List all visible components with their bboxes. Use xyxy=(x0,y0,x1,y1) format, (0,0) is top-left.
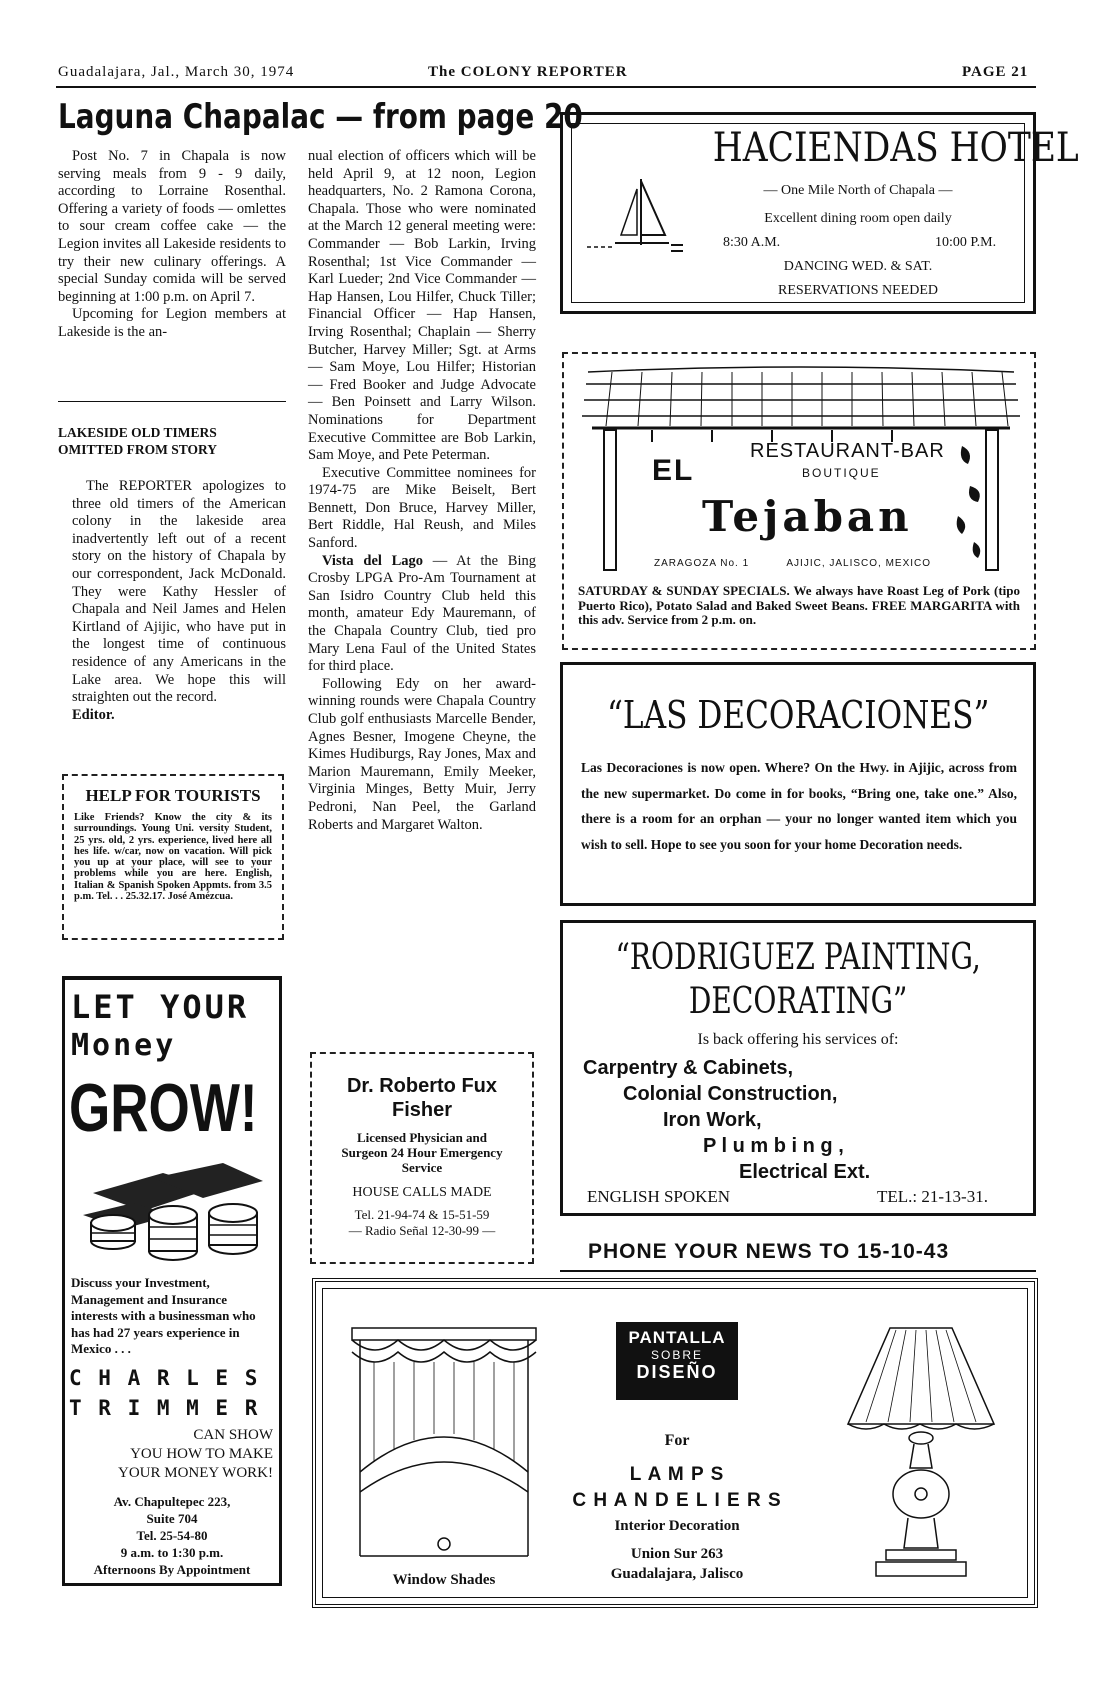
haciendas-reservations: RESERVATIONS NEEDED xyxy=(777,283,938,298)
painting-back: Is back offering his services of: xyxy=(697,1031,899,1048)
paragraph: Following Edy on her award-winning rounds were Chapala Country Club golf enthusiasts Marcelle Bender, Agnes Besner, Imogene Cheyne, the Kimes Hudiburgs, Ray Jones, Max and Marion Mauremann, Emily Meeker, Virginia Minges, Betty Muir, Jerry Pedroni, Nan Peel, the Garland Roberts and Margaret Walton. xyxy=(308,675,536,833)
newspaper-name: The COLONY REPORTER xyxy=(428,64,628,80)
doctor-name-2: Fisher xyxy=(391,1099,453,1121)
tejaban-restaurant-bar: RESTAURANT-BAR xyxy=(750,440,945,462)
doctor-tel: Tel. 21-94-74 & 15-51-59 xyxy=(354,1207,490,1222)
tourists-text: Like Friends? Know the city & its surroundings. Young Uni. versity Student, 25 yrs. old, 2 yrs. experience, lived here all hes life. w/car, now on vacation. Will pick you up at your place, will see to your problems while you are here. English, Italian & Spanish Spoken Appmts. from 3.5 p.m. Tel. . . 25.32.17. José Amézcua. xyxy=(74,812,272,903)
money-name-1: C H A R L E S xyxy=(69,1365,260,1390)
paragraph: nual election of officers which will be held April 9, at 12 noon, Legion headquarters, No. 2 Ramona Corona, Chapala. Those who were nominated at the March 12 general meeting were: Commander — Bob Larkin, Irving Rosenthal; 1st Vice Commander — Karl Lueder; 2nd Vice Commander — Hap Hansen, Lou Hilfer, Chuck Tiller; Financial Officer — Hap Hansen, Irving Rosenthal; Chaplain — Sherry Butcher, Harvey Miller; Sgt. at Arms — Sam Moye, Lou Hilfer; Historian — Fred Booker and Judge Advocate — Ben Poinsett and Larry Wilson. Nominations for Department Executive Committee are Bob Larkin, Sam Moye, and Pete Peterman. xyxy=(308,148,536,464)
paragraph: Upcoming for Legion members at Lakeside is the an- xyxy=(58,306,286,340)
pantalla-brand-3: DISEÑO xyxy=(636,1362,718,1382)
sailboat-icon xyxy=(585,175,685,265)
divider xyxy=(560,1270,1036,1272)
doctor-radio: — Radio Señal 12-30-99 — xyxy=(348,1223,496,1238)
doctor-desc: Licensed Physician and Surgeon 24 Hour Emergency Service xyxy=(341,1130,503,1175)
editor-signoff: Editor. xyxy=(72,706,115,723)
money-tel: Tel. 25-54-80 xyxy=(136,1527,208,1543)
vista-text: — At the Bing Crosby LPGA Pro-Am Tournament at San Isidro Country Club held this month, amateur Edy Mauremann, of the Chapala Country Club, tied pro Mary Lena Faul of the United States for third place. xyxy=(308,552,536,675)
money-show-line: YOUR MONEY WORK! xyxy=(118,1464,273,1481)
story-headline-line: LAKESIDE OLD TIMERS xyxy=(58,425,217,440)
header-rule xyxy=(56,86,1036,88)
vista-lead: Vista del Lago xyxy=(322,552,424,569)
service-colonial: Colonial Construction, xyxy=(623,1083,838,1105)
doctor-name-1: Dr. Roberto Fux xyxy=(346,1075,497,1097)
window-shade-illustration xyxy=(344,1322,544,1560)
headline: Laguna Chapalac — from page 20 xyxy=(58,97,583,137)
money-line-2: Money xyxy=(71,1028,177,1063)
tejaban-el: EL xyxy=(652,454,695,487)
painting-english: ENGLISH SPOKEN xyxy=(587,1187,731,1206)
lamps-chandeliers: C H A N D E L I E R S xyxy=(572,1490,782,1511)
pantalla-brand-2: SOBRE xyxy=(650,1348,703,1362)
haciendas-location: — One Mile North of Chapala — xyxy=(763,183,953,198)
decoraciones-text: Las Decoraciones is now open. Where? On the Hwy. in Ajijic, across from the new supermarket. Do come in for books, “Bring one, take one.” Also, there is a room for an orphan — your no longer wanted item which you wish to sell. Hope to see you soon for your home Decoration needs. xyxy=(581,760,1017,852)
story-headline xyxy=(58,424,286,458)
haciendas-dining: Excellent dining room open daily xyxy=(764,211,952,226)
haciendas-close-time: 10:00 P.M. xyxy=(935,235,997,250)
dateline: Guadalajara, Jal., March 30, 1974 xyxy=(58,64,295,80)
lamps-address-2: Guadalajara, Jalisco xyxy=(610,1566,744,1582)
money-show-line: CAN SHOW xyxy=(193,1426,273,1443)
tourists-title: HELP FOR TOURISTS xyxy=(85,786,261,805)
column-2 xyxy=(308,148,536,834)
service-carpentry: Carpentry & Cabinets, xyxy=(583,1057,794,1079)
decoraciones-title: “LAS DECORACIONES” xyxy=(606,693,990,737)
money-ad xyxy=(62,976,282,1586)
page-number: PAGE 21 xyxy=(962,64,1029,80)
money-line-3: GROW! xyxy=(69,1070,258,1146)
painting-title-1: “RODRIGUEZ PAINTING, xyxy=(615,937,981,978)
divider xyxy=(58,401,286,402)
tejaban-name: Tejaban xyxy=(702,492,913,541)
lamps-ad xyxy=(312,1278,1038,1608)
decoraciones-ad xyxy=(560,662,1036,906)
story-headline-line: OMITTED FROM STORY xyxy=(58,442,218,457)
service-iron: Iron Work, xyxy=(663,1109,762,1131)
money-name-2: T R I M M E R xyxy=(69,1395,260,1420)
money-address: Av. Chapultepec 223, xyxy=(113,1493,231,1509)
service-electrical: Electrical Ext. xyxy=(739,1161,871,1183)
haciendas-open-time: 8:30 A.M. xyxy=(723,235,781,250)
tourists-ad xyxy=(62,774,284,940)
money-desc: Discuss your Investment, Management and Insurance interests with a businessman who has had 27 years experience in Mexico . . . xyxy=(71,1275,256,1356)
tejaban-specials: SATURDAY & SUNDAY SPECIALS. We always have Roast Leg of Pork (tipo Puerto Rico), Potato Salad and Baked Sweet Beans. FREE MARGARITA with this adv. Service from 2 p.m. on. xyxy=(578,583,1020,627)
paragraph: Post No. 7 in Chapala is now serving meals from 9 - 9 daily, according to Lorraine Rosenthal. Offering a variety of foods — omlettes to sour cream coffee cake — the Legion invites all Lakeside residents to try their new culinary offerings. A special Sunday comida will be served beginning at 1:00 p.m. on April 7. xyxy=(58,148,286,305)
money-line-1: LET YOUR xyxy=(71,988,250,1026)
haciendas-ad xyxy=(560,112,1079,314)
doctor-ad xyxy=(310,1052,534,1264)
tejaban-ad xyxy=(562,352,1036,650)
window-shades-label: Window Shades xyxy=(392,1572,496,1588)
headline-wrap xyxy=(58,97,583,137)
tiled-roof-illustration xyxy=(582,366,1020,574)
column-1-lead xyxy=(58,148,286,342)
column-1-story xyxy=(72,478,286,724)
tejaban-address: ZARAGOZA No. 1 AJIJIC, JALISCO, MEXICO xyxy=(654,558,932,569)
money-stacks-illustration xyxy=(73,1153,273,1271)
phone-news: PHONE YOUR NEWS TO 15-10-43 xyxy=(588,1240,950,1263)
money-hours: 9 a.m. to 1:30 p.m. xyxy=(120,1544,224,1560)
paragraph: Executive Committee nominees for 1974-75 are Mike Beiselt, Bert Bennett, Don Bruce, Harvey Miller, Bert Riddle, Hal Reush, and Miles Sanford. xyxy=(308,464,536,552)
pantalla-logo xyxy=(616,1322,738,1400)
painting-ad xyxy=(560,920,1036,1216)
money-suite: Suite 704 xyxy=(146,1510,198,1526)
haciendas-dancing: DANCING WED. & SAT. xyxy=(783,259,933,274)
painting-title-2: DECORATING” xyxy=(688,981,908,1022)
table-lamp-illustration xyxy=(836,1318,1006,1588)
money-show-line: YOU HOW TO MAKE xyxy=(130,1445,273,1462)
paragraph xyxy=(308,553,536,676)
doctor-calls: HOUSE CALLS MADE xyxy=(352,1185,492,1200)
painting-tel: TEL.: 21-13-31. xyxy=(877,1187,988,1206)
service-plumbing: P l u m b i n g , xyxy=(703,1135,844,1157)
money-appointment: Afternoons By Appointment xyxy=(93,1561,251,1577)
lamps-address-1: Union Sur 263 xyxy=(630,1546,724,1562)
lamps-interior: Interior Decoration xyxy=(614,1518,740,1534)
tejaban-boutique: BOUTIQUE xyxy=(802,466,881,480)
paragraph: The REPORTER apologizes to three old timers of the American colony in the lakeside area inadvertently left out of a recent story on the history of Chapala by our correspondent, Jack McDonald. They were Kathy Hessler of Chapala and Neil James and Helen Kirtland of Ajijic, who have put in the longest time of continuous residence of any Americans in the Lake area. We hope this will straighten out the record. xyxy=(72,478,286,706)
pantalla-brand-1: PANTALLA xyxy=(628,1328,726,1347)
lamps-lamps: L A M P S xyxy=(629,1464,725,1485)
lamps-for: For xyxy=(664,1432,690,1449)
haciendas-title: HACIENDAS HOTEL xyxy=(712,125,1079,171)
